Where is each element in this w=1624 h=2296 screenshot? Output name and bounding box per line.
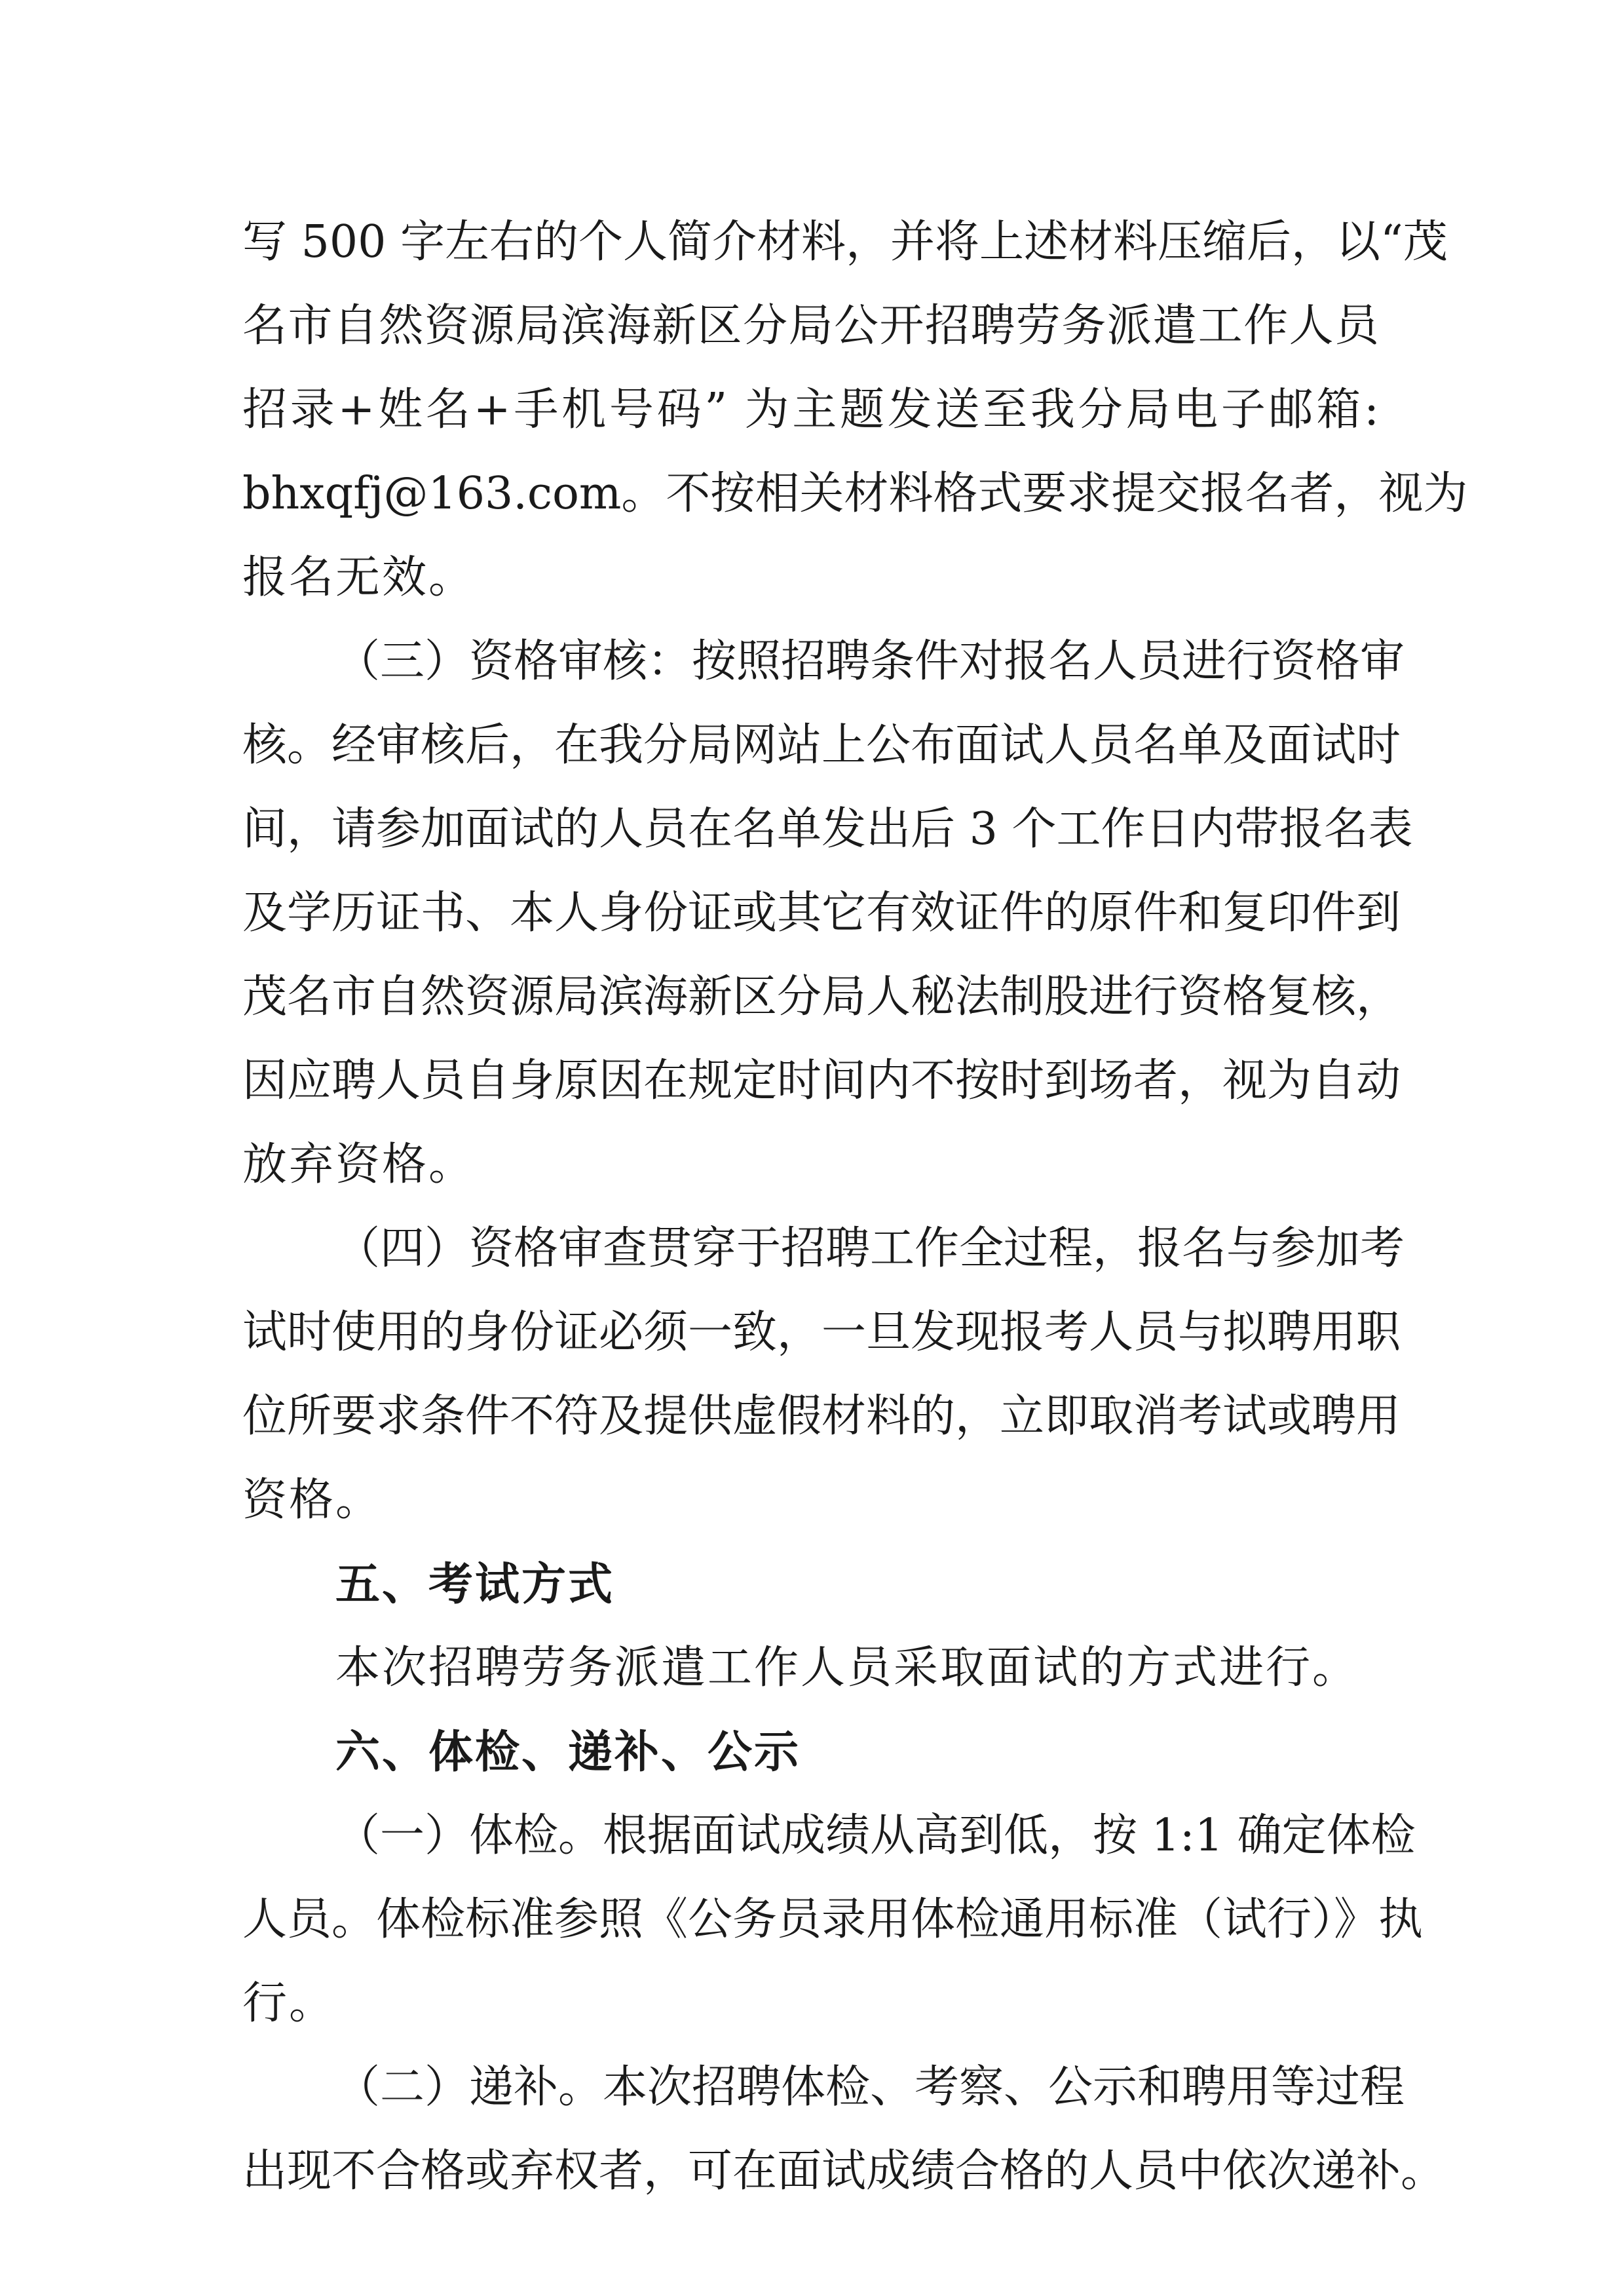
body-text-line: 核。经审核后，在我分局网站上公布面试人员名单及面试时 (242, 719, 1401, 771)
body-text-line: bhxqfj@163.com。不按相关材料格式要求提交报名者，视为 (242, 468, 1468, 520)
body-text-line: 资格。 (242, 1474, 383, 1526)
body-text-line: 行。 (242, 1978, 336, 2029)
body-text-line: 名市自然资源局滨海新区分局公开招聘劳务派遣工作人员 (242, 300, 1379, 352)
body-text-line: 因应聘人员自身原因在规定时间内不按时到场者，视为自动 (242, 1055, 1401, 1107)
section-heading: 六、体检、递补、公示 (335, 1726, 801, 1778)
paragraph-first-line: （三）资格审核：按照招聘条件对报名人员进行资格审 (335, 636, 1405, 687)
body-text-line: 放弃资格。 (242, 1139, 476, 1191)
body-text-line: 试时使用的身份证必须一致，一旦发现报考人员与拟聘用职 (242, 1307, 1401, 1358)
paragraph-first-line: （四）资格审查贯穿于招聘工作全过程，报名与参加考 (335, 1223, 1405, 1274)
paragraph-first-line: （一）体检。根据面试成绩从高到低，按 1:1 确定体检 (335, 1810, 1416, 1862)
paragraph-first-line: （二）递补。本次招聘体检、考察、公示和聘用等过程 (335, 2061, 1405, 2113)
body-text-line: 出现不合格或弃权者，可在面试成绩合格的人员中依次递补。 (242, 2145, 1446, 2197)
body-text-line: 茂名市自然资源局滨海新区分局人秘法制股进行资格复核， (242, 971, 1401, 1023)
body-text-line: 招录+姓名+手机号码” 为主题发送至我分局电子邮箱: (242, 384, 1379, 436)
body-text-line: 位所要求条件不符及提供虚假材料的，立即取消考试或聘用 (242, 1390, 1401, 1442)
body-text-line: 报名无效。 (242, 552, 476, 603)
section-heading: 五、考试方式 (335, 1558, 615, 1611)
body-text-line: 间，请参加面试的人员在名单发出后 3 个工作日内带报名表 (242, 803, 1413, 855)
body-text-line: 写 500 字左右的个人简介材料，并将上述材料压缩后，以“茂 (242, 216, 1448, 268)
body-text-line: 及学历证书、本人身份证或其它有效证件的原件和复印件到 (242, 887, 1401, 939)
body-text-line: 人员。体检标准参照《公务员录用体检通用标准（试行）》执 (242, 1894, 1424, 1945)
paragraph-first-line: 本次招聘劳务派遣工作人员采取面试的方式进行。 (335, 1642, 1359, 1694)
